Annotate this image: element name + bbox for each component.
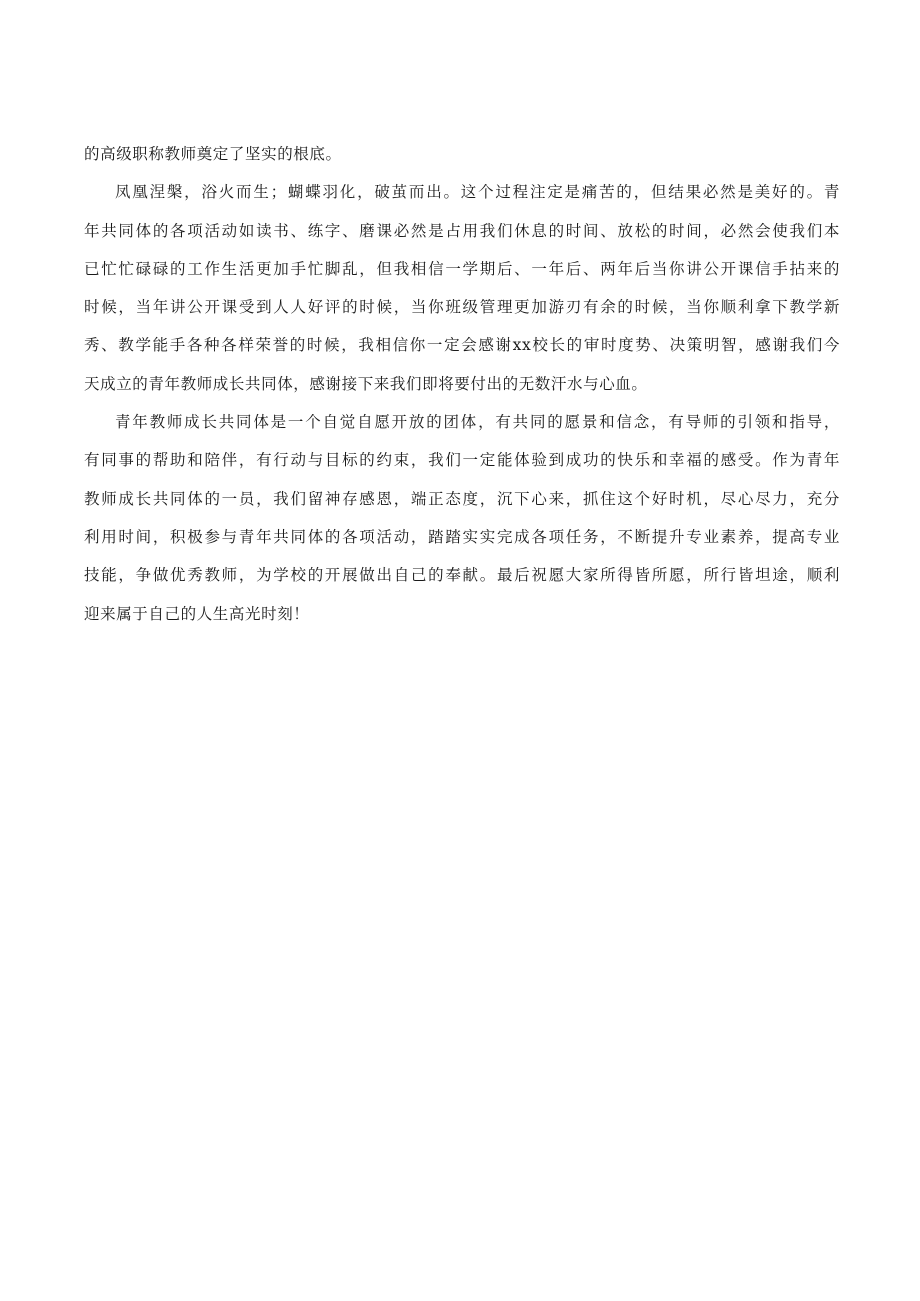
paragraph-1 — [84, 135, 840, 173]
paragraph-line: 时候，当年讲公开课受到人人好评的时候，当你班级管理更加游刃有余的时候，当你顺利拿下教学新 — [84, 298, 840, 317]
paragraph-line: 利用时间，积极参与青年共同体的各项活动，踏踏实实完成各项任务，不断提升专业素养，提高专业 — [84, 527, 840, 546]
paragraph-2 — [84, 173, 840, 403]
paragraph-line: 天成立的青年教师成长共同体，感谢接下来我们即将要付出的无数汗水与心血。 — [84, 374, 648, 393]
paragraph-line: 的高级职称教师奠定了坚实的根底。 — [84, 145, 342, 163]
paragraph-3 — [84, 403, 840, 633]
paragraph-line: 迎来属于自己的人生高光时刻！ — [84, 604, 310, 623]
paragraph-line: 有同事的帮助和陪伴，有行动与目标的约束，我们一定能体验到成功的快乐和幸福的感受。作为青年 — [84, 451, 840, 470]
paragraph-line: 已忙忙碌碌的工作生活更加手忙脚乱，但我相信一学期后、一年后、两年后当你讲公开课信手拈来的 — [84, 259, 840, 278]
paragraph-line: 教师成长共同体的一员，我们留神存感恩，端正态度，沉下心来，抓住这个好时机，尽心尽力，充分 — [84, 489, 840, 508]
paragraph-line: 凤凰涅槃，浴火而生；蝴蝶羽化，破茧而出。这个过程注定是痛苦的，但结果必然是美好的。青 — [115, 183, 840, 202]
paragraph-line: 青年教师成长共同体是一个自觉自愿开放的团体，有共同的愿景和信念，有导师的引领和指导， — [115, 413, 840, 432]
paragraph-line: 年共同体的各项活动如读书、练字、磨课必然是占用我们休息的时间、放松的时间，必然会使我们本 — [84, 221, 840, 240]
document-page — [84, 135, 840, 633]
paragraph-line: 技能，争做优秀教师，为学校的开展做出自己的奉献。最后祝愿大家所得皆所愿，所行皆坦途，顺利 — [84, 566, 840, 585]
paragraph-line: 秀、教学能手各种各样荣誉的时候，我相信你一定会感谢xx校长的审时度势、决策明智，感谢我们今 — [84, 336, 840, 355]
